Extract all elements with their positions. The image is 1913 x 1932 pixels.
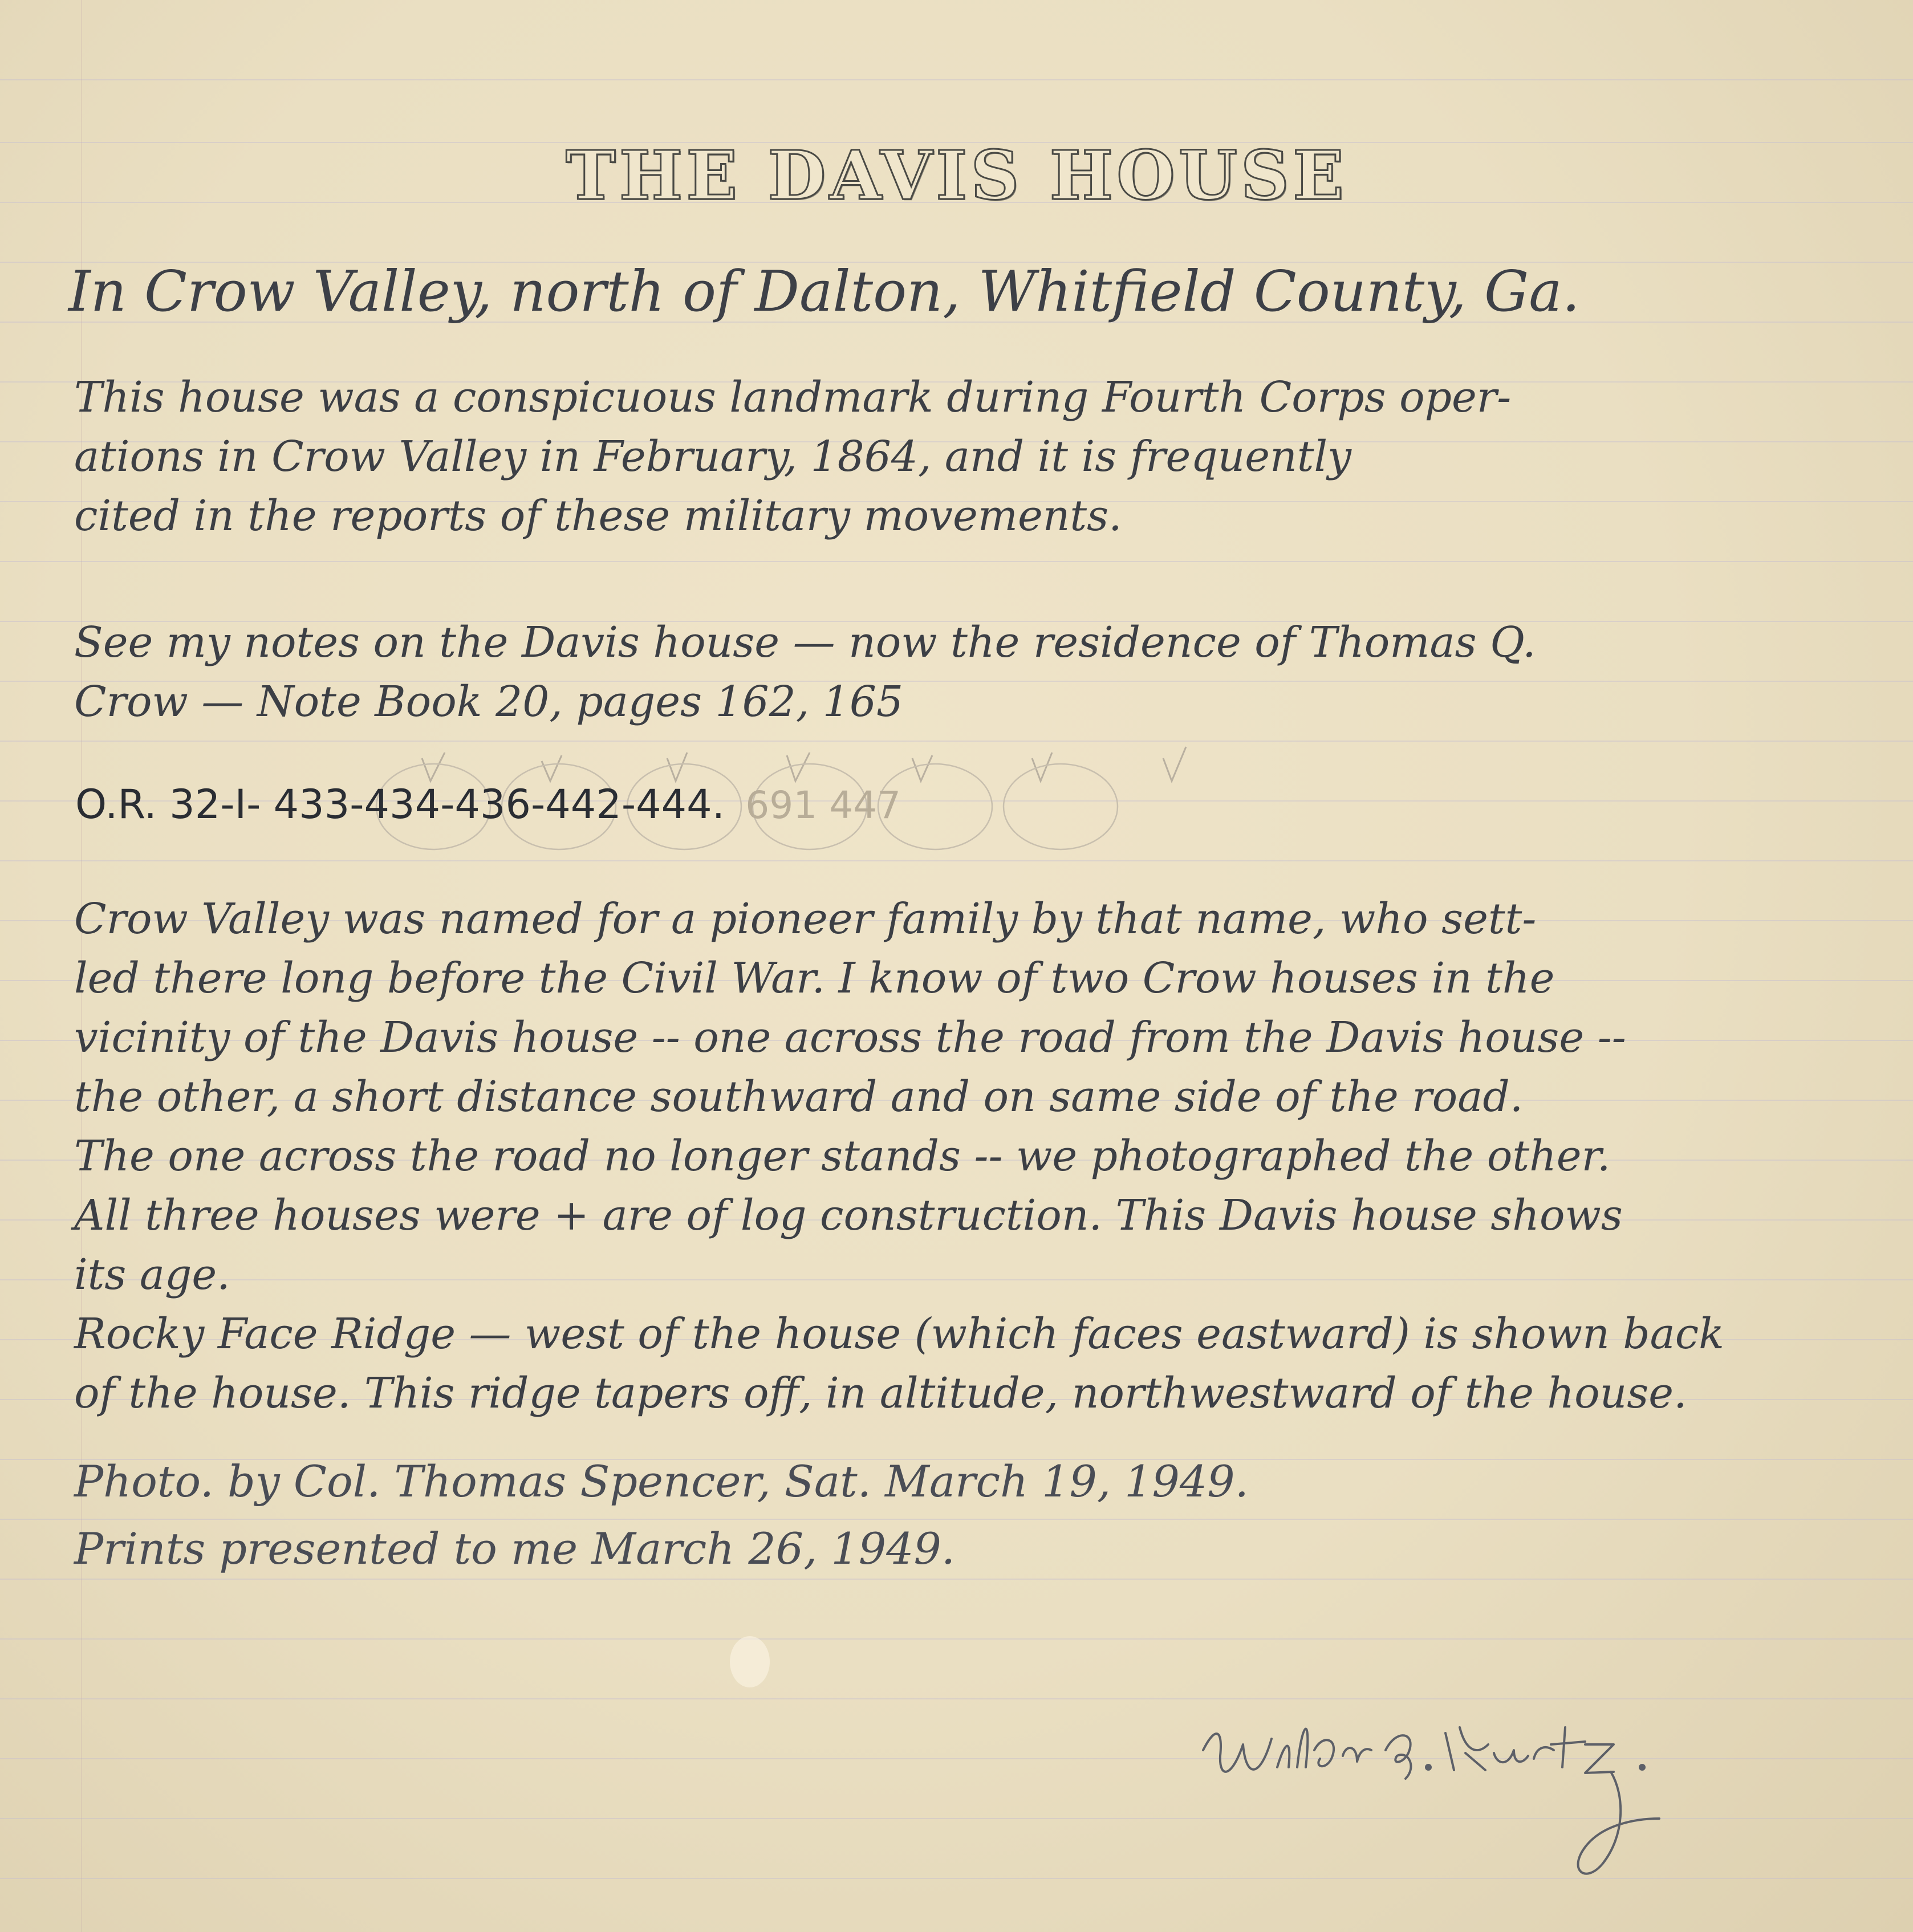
paragraph-notes	[74, 613, 1536, 731]
text-line: Crow — Note Book 20, pages 162, 165	[74, 677, 904, 726]
text-line: Crow Valley was named for a pioneer family by that name, who sett-	[74, 894, 1537, 943]
reference-faint: 691 447	[745, 783, 901, 827]
location-line: In Crow Valley, north of Dalton, Whitfield County, Ga.	[68, 259, 1580, 324]
text-line: the other, a short distance southward and on same side of the road.	[74, 1072, 1524, 1121]
text-line: of the house. This ridge tapers off, in altitude, northwestward of the house.	[74, 1369, 1687, 1418]
text-line: ations in Crow Valley in February, 1864, and it is frequently	[74, 432, 1351, 481]
text-line: See my notes on the Davis house — now the residence of Thomas Q.	[74, 618, 1536, 667]
text-line: This house was a conspicuous landmark during Fourth Corps oper-	[74, 373, 1512, 422]
paragraph-landmark	[74, 368, 1511, 546]
text-line: Photo. by Col. Thomas Spencer, Sat. March 19, 1949.	[74, 1456, 1249, 1507]
paper-smudge	[730, 1636, 770, 1687]
text-line: cited in the reports of these military movements.	[74, 491, 1122, 540]
page-title: THE DAVIS HOUSE	[565, 136, 1347, 215]
text-line: Rocky Face Ridge — west of the house (which faces eastward) is shown back	[74, 1309, 1725, 1358]
paragraph-photo-credit	[74, 1448, 1249, 1583]
text-line: its age.	[74, 1250, 230, 1299]
text-line: The one across the road no longer stands -- we photographed the other.	[74, 1132, 1611, 1181]
text-line: Prints presented to me March 26, 1949.	[74, 1523, 956, 1574]
official-records-reference	[75, 781, 901, 828]
signature	[1192, 1705, 1722, 1893]
paragraph-crow-valley	[74, 889, 1724, 1423]
text-line: All three houses were + are of log construction. This Davis house shows	[74, 1191, 1623, 1240]
reference-main: O.R. 32-I- 433-434-436-442-444.	[75, 781, 725, 828]
text-line: led there long before the Civil War. I know of two Crow houses in the	[74, 954, 1555, 1003]
text-line: vicinity of the Davis house -- one across the road from the Davis house --	[74, 1013, 1626, 1062]
